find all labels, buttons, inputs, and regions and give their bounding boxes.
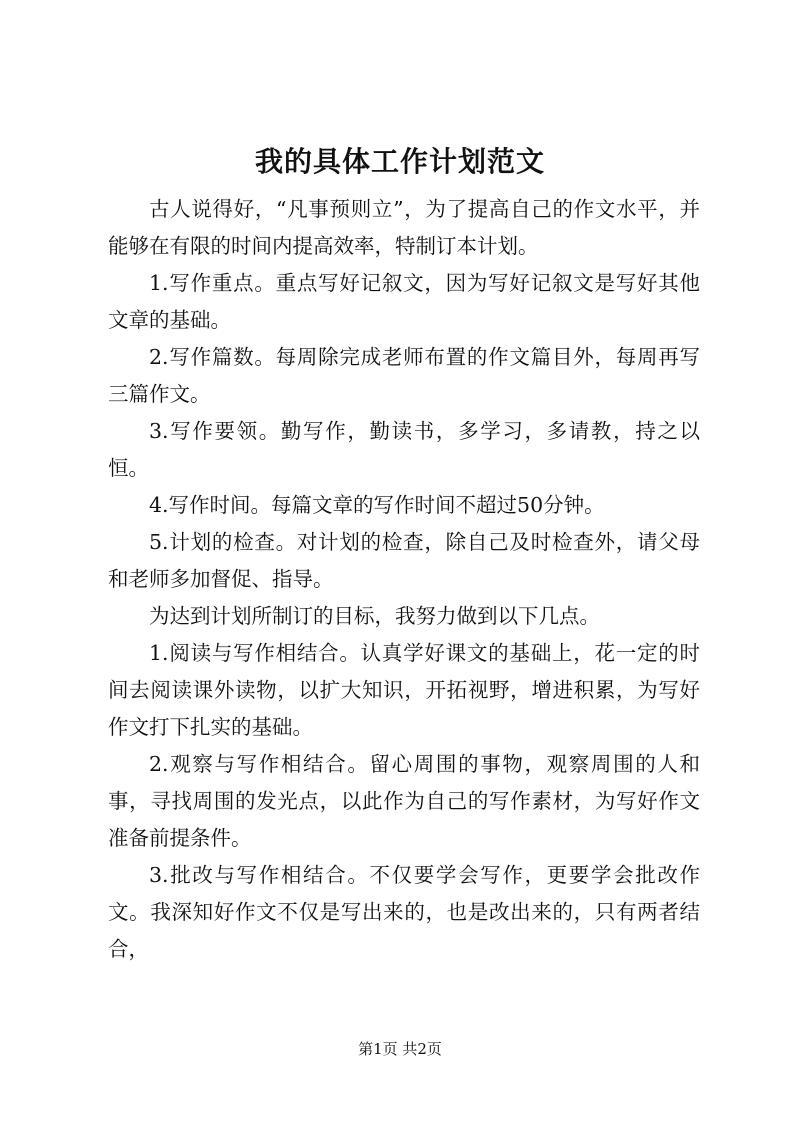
paragraph-item-2: 2.写作篇数。每周除完成老师布置的作文篇目外，每周再写三篇作文。 — [108, 345, 700, 406]
document-body — [108, 191, 700, 968]
paragraph-item-5: 5.计划的检查。对计划的检查，除自己及时检查外，请父母和老师多加督促、指导。 — [108, 530, 700, 591]
page-number-footer: 第1页 共2页 — [358, 1040, 442, 1058]
paragraph-item-4: 4.写作时间。每篇文章的写作时间不超过50分钟。 — [149, 493, 605, 517]
paragraph-item-1: 1.写作重点。重点写好记叙文，因为写好记叙文是写好其他文章的基础。 — [108, 271, 700, 332]
paragraph-point-2: 2.观察与写作相结合。留心周围的事物，观察周围的人和事，寻找周围的发光点，以此作为自己的写作素材，为写好作文准备前提条件。 — [108, 752, 700, 850]
paragraph-point-1: 1.阅读与写作相结合。认真学好课文的基础上，花一定的时间去阅读课外读物，以扩大知识，开拓视野，增进积累，为写好作文打下扎实的基础。 — [108, 641, 700, 739]
document-title: 我的具体工作计划范文 — [254, 145, 545, 178]
paragraph-point-3: 3.批改与写作相结合。不仅要学会写作，更要学会批改作文。我深知好作文不仅是写出来的，也是改出来的，只有两者结合， — [108, 863, 700, 961]
paragraph-goals-intro: 为达到计划所制订的目标，我努力做到以下几点。 — [149, 604, 600, 628]
paragraph-intro: 古人说得好，“凡事预则立”，为了提高自己的作文水平，并能够在有限的时间内提高效率，特制订本计划。 — [108, 197, 700, 258]
paragraph-item-3: 3.写作要领。勤写作，勤读书，多学习，多请教，持之以恒。 — [108, 419, 700, 480]
